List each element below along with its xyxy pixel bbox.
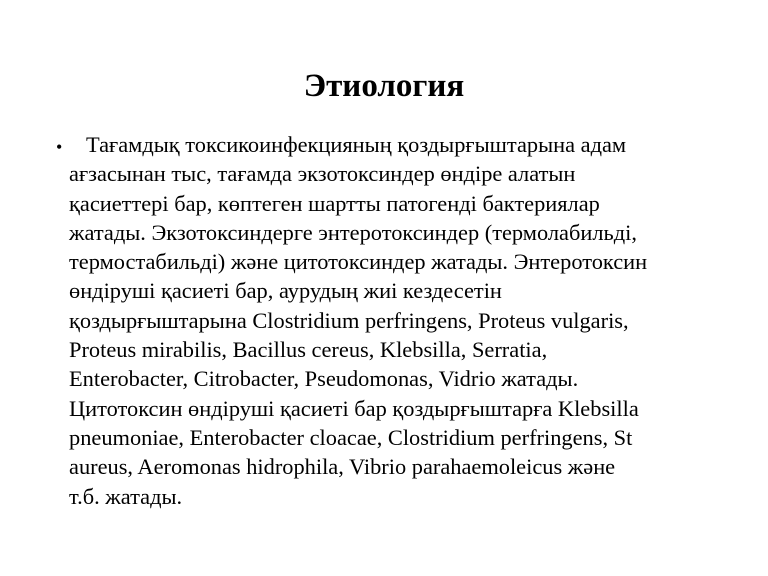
paragraph-line: қасиеттері бар, көптеген шартты патогенді бактериялар — [69, 190, 600, 216]
paragraph-line: т.б. жатады. — [69, 483, 183, 509]
paragraph-line: қоздырғыштарына Clostridium perfringens, Proteus vulgaris, — [69, 307, 629, 333]
paragraph-line: Цитотоксин өндіруші қасиеті бар қоздырғыштарға Klebsilla — [69, 395, 639, 421]
paragraph-line: өндіруші қасиеті бар, аурудың жиі кездесетін — [69, 278, 502, 304]
paragraph-line: pneumoniae, Enterobacter cloacae, Clostridium perfringens, St — [69, 424, 633, 450]
bullet-icon: • — [56, 137, 63, 157]
paragraph-line: Тағамдық токсикоинфекцияның қоздырғыштарына адам — [86, 132, 627, 157]
paragraph-line: ағзасынан тыс, тағамда экзотоксиндер өндіре алатын — [69, 161, 576, 187]
paragraph-line: Enterobacter, Citrobacter, Pseudomonas, Vidrio жатады. — [69, 366, 579, 392]
bullet-paragraph — [69, 130, 749, 511]
paragraph-line: Proteus mirabilis, Bacillus cereus, Klebsilla, Serratia, — [69, 337, 548, 363]
paragraph-line: жатады. Экзотоксиндерге энтеротоксиндер (термолабильді, — [69, 219, 637, 245]
slide-title: Этиология — [303, 68, 465, 104]
paragraph-line: термостабильді) және цитотоксиндер жатады. Энтеротоксин — [69, 249, 648, 275]
paragraph-line: aureus, Aeromonas hidrophila, Vibrio parahaemoleicus және — [69, 454, 616, 480]
